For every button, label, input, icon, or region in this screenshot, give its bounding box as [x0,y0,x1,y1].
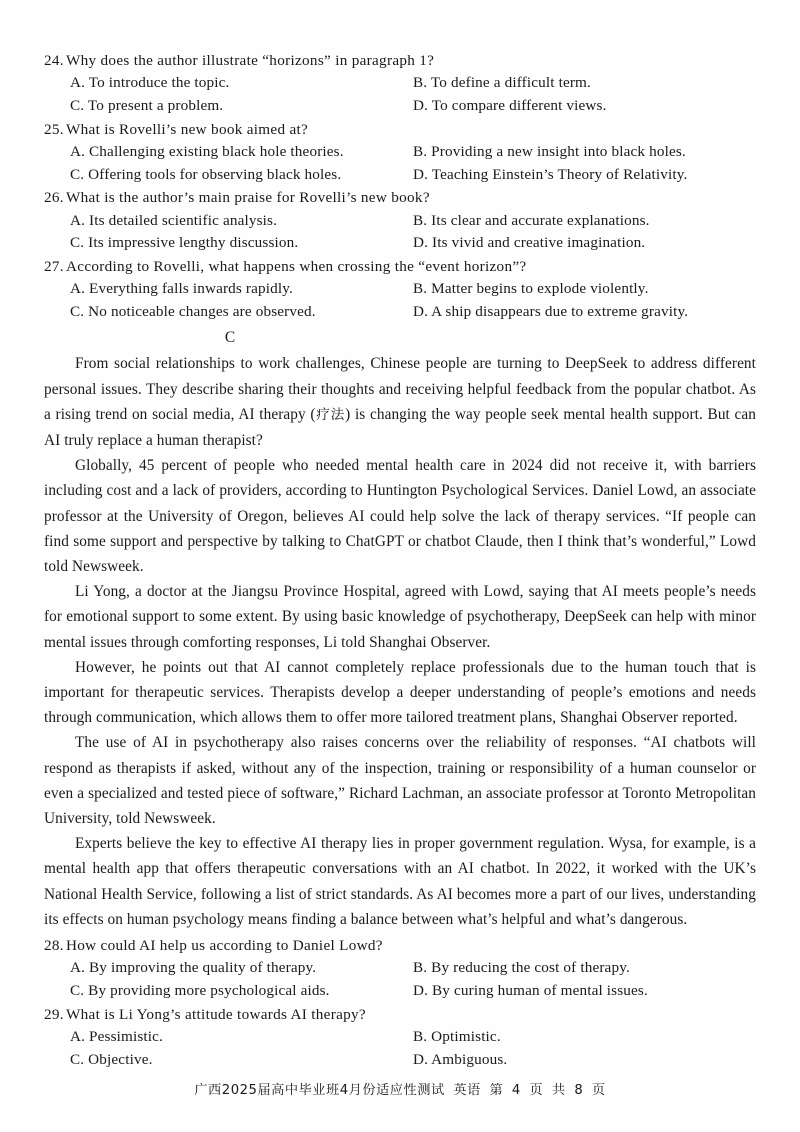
passage-paragraph-2: Globally, 45 percent of people who needed mental health care in 2024 did not receive it, with barriers including cost and a lack of providers, according to Huntington Psychological Services. Daniel Lowd, an associate professor at the University of Oregon, believes AI could help solve the lack of therapy services. “If people can find some support and perspective by talking to ChatGPT or chatbot Claude, then I think that’s wonderful,” Lowd told Newsweek. [44,457,756,575]
option-29-a[interactable]: A. Pessimistic. [70,1028,163,1046]
question-number-28: 28. [44,937,64,955]
question-text-29: What is Li Yong’s attitude towards AI therapy? [66,1005,366,1023]
question-stem-28 [44,935,756,957]
question-text-27: According to Rovelli, what happens when crossing the “event horizon”? [66,257,527,275]
section-letter: C [224,329,236,347]
footer-total-number: 8 [574,1083,584,1098]
footer-subject: 英语 [453,1083,481,1098]
footer-page-number: 4 [511,1083,521,1098]
question-stem-24 [44,50,756,72]
option-29-d[interactable]: D. Ambiguous. [413,1050,508,1068]
option-24-d[interactable]: D. To compare different views. [413,97,607,114]
passage-paragraph-6: Experts believe the key to effective AI therapy lies in proper government regulation. Wysa, for example, is a mental health app that offers therapeutic conversations with an AI chatbot. In 2022, it worked with the UK’s National Health Service, following a list of strict standards. As AI becomes more a part of our lives, understanding its effects on human psychology means finding a balance between what’s helpful and what’s dangerous. [44,835,756,928]
option-27-a[interactable]: A. Everything falls inwards rapidly. [70,280,293,298]
question-number-29: 29. [44,1005,64,1023]
footer-page-unit: 页 [529,1083,544,1098]
question-number-27: 27. [44,257,64,275]
question-block-28 [44,935,756,1003]
paragraph-1-chinese-gloss: 疗法 [315,406,346,423]
footer-total-label: 共 [551,1083,566,1098]
question-stem-26 [44,187,756,209]
option-26-a[interactable]: A. Its detailed scientific analysis. [70,211,278,229]
passage-paragraph-5: The use of AI in psychotherapy also raises concerns over the reliability of responses. “AI chatbots will respond as therapists if asked, without any of the inspection, training or responsibility of a human counselor or even a specialized and tested piece of software,” Richard Lachman, an associate professor at Toronto Metropolitan University, told Newsweek. [44,734,756,828]
option-28-a[interactable]: A. By improving the quality of therapy. [70,959,317,977]
option-25-d[interactable]: D. Teaching Einstein’s Theory of Relativity. [413,165,688,183]
option-row-28-ab [44,957,756,980]
page-content [44,50,756,1072]
question-text-24: Why does the author illustrate “horizons” in paragraph 1? [66,52,435,69]
paragraph-1-text-b: ) is changing the way people seek mental health support. But can AI truly replace a human therapist? [44,405,756,449]
question-block-25 [44,119,756,187]
option-row-29-ab [44,1026,756,1049]
option-row-26-cd [44,232,756,255]
option-27-b[interactable]: B. Matter begins to explode violently. [413,280,649,298]
question-block-29 [44,1004,756,1072]
option-28-b[interactable]: B. By reducing the cost of therapy. [413,959,630,977]
question-block-27 [44,256,756,324]
passage-paragraph-4: However, he points out that AI cannot completely replace professionals due to the human touch that is important for therapeutic services. Therapists develop a deeper understanding of people’s emotions and needs through communication, which allows them to offer more tailored treatment plans, Shanghai Observer reported. [44,658,756,727]
option-29-c[interactable]: C. Objective. [70,1050,153,1068]
question-stem-25 [44,119,756,141]
option-row-27-cd [44,301,756,324]
option-25-a[interactable]: A. Challenging existing black hole theories. [70,143,344,160]
option-row-29-cd [44,1049,756,1072]
footer-exam-title: 广西2025届高中毕业班4月份适应性测试 [194,1083,445,1098]
question-number-24: 24. [44,52,64,69]
option-26-c[interactable]: C. Its impressive lengthy discussion. [70,234,299,252]
question-block-24 [44,50,756,118]
option-29-b[interactable]: B. Optimistic. [413,1028,501,1046]
question-block-26 [44,187,756,255]
option-28-d[interactable]: D. By curing human of mental issues. [413,982,648,1000]
question-number-26: 26. [44,189,64,207]
option-25-b[interactable]: B. Providing a new insight into black holes. [413,143,686,160]
question-text-26: What is the author’s main praise for Rovelli’s new book? [66,189,430,207]
page-footer [0,1079,800,1098]
footer-page-label: 第 [489,1083,504,1098]
option-row-25-ab [44,141,756,164]
option-26-d[interactable]: D. Its vivid and creative imagination. [413,234,646,252]
footer-total-unit: 页 [591,1083,606,1098]
question-stem-29 [44,1004,756,1026]
option-row-26-ab [44,210,756,233]
passage-paragraph-1 [44,351,756,453]
option-24-c[interactable]: C. To present a problem. [70,97,224,114]
option-26-b[interactable]: B. Its clear and accurate explanations. [413,211,650,229]
option-27-d[interactable]: D. A ship disappears due to extreme gravity. [413,302,689,320]
question-stem-27 [44,256,756,278]
question-number-25: 25. [44,120,64,138]
option-24-b[interactable]: B. To define a difficult term. [413,74,591,92]
paragraph-1-text-a: From social relationships to work challenges, Chinese people are turning to DeepSeek to address different personal issues. They describe sharing their thoughts and receiving helpful feedback from the popular chatbot. As a rising trend on social media, AI therapy ( [44,355,756,423]
option-25-c[interactable]: C. Offering tools for observing black holes. [70,165,342,183]
option-27-c[interactable]: C. No noticeable changes are observed. [70,302,316,320]
option-row-27-ab [44,278,756,301]
option-row-24-cd [44,95,756,118]
option-28-c[interactable]: C. By providing more psychological aids. [70,982,330,1000]
option-row-24-ab [44,72,756,95]
option-24-a[interactable]: A. To introduce the topic. [70,74,230,92]
option-row-28-cd [44,980,756,1003]
option-row-25-cd [44,164,756,187]
passage-paragraph-3: Li Yong, a doctor at the Jiangsu Province Hospital, agreed with Lowd, saying that AI meets people’s needs for emotional support to some extent. By using basic knowledge of psychotherapy, DeepSeek can help with minor mental issues through comforting responses, Li told Shanghai Observer. [44,583,756,651]
question-text-25: What is Rovelli’s new book aimed at? [66,120,309,138]
question-text-28: How could AI help us according to Daniel Lowd? [66,937,383,955]
